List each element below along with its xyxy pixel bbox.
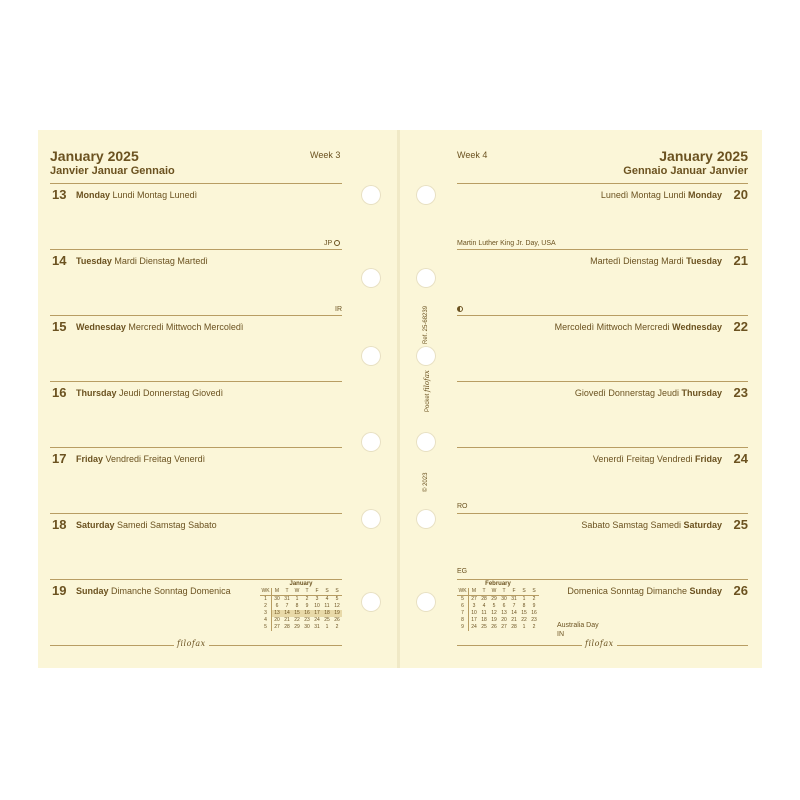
calendar-day-cell: 15	[292, 610, 302, 617]
header-rule	[457, 183, 748, 184]
calendar-day-cell: 7	[512, 603, 516, 609]
calendar-day-cell: 6	[502, 603, 506, 609]
month-translations: Gennaio Januar Janvier	[623, 165, 748, 177]
calendar-day-cell: 4	[325, 596, 329, 602]
size-label: Pocket filofax	[423, 370, 431, 412]
binder-hole	[361, 268, 381, 288]
day-rule	[457, 579, 748, 580]
calendar-header-cell: W	[489, 588, 499, 596]
calendar-week-row	[260, 610, 342, 617]
day-name: Domenica Sonntag Dimanche Sunday	[567, 586, 722, 596]
day-number: 25	[733, 517, 748, 532]
calendar-day-cell: 2	[532, 596, 536, 602]
calendar-day-cell: 8	[522, 603, 526, 609]
day-name: Friday Vendredi Freitag Venerdì	[76, 454, 206, 464]
calendar-day-cell: 30	[304, 624, 310, 630]
left-page	[38, 130, 397, 668]
calendar-day-cell: 18	[322, 610, 332, 617]
calendar-day-cell: 7	[457, 610, 469, 617]
filofax-logo: filofax	[174, 639, 209, 648]
calendar-day-cell: 7	[285, 603, 289, 609]
calendar-day-cell: 23	[304, 617, 310, 623]
day-name: Thursday Jeudi Donnerstag Giovedì	[76, 388, 224, 398]
calendar-day-cell: 22	[294, 617, 300, 623]
page-title: January 2025	[659, 148, 748, 164]
calendar-header-cell: S	[519, 588, 529, 596]
calendar-day-cell: 18	[481, 617, 487, 623]
calendar-day-cell: 16	[531, 610, 537, 616]
calendar-header-cell: T	[479, 588, 489, 596]
binder-hole	[416, 432, 436, 452]
calendar-day-cell: 5	[492, 603, 496, 609]
mini-calendar-february	[457, 581, 539, 631]
week-label: Week 4	[457, 150, 488, 160]
day-name: Giovedì Donnerstag Jeudi Thursday	[574, 388, 722, 398]
calendar-day-cell: 15	[521, 610, 527, 616]
day-number: 19	[52, 583, 67, 598]
calendar-day-cell: 5	[335, 596, 339, 602]
calendar-day-cell: 6	[275, 603, 279, 609]
calendar-header-cell: F	[312, 588, 322, 596]
day-number: 17	[52, 451, 67, 466]
calendar-day-cell: 2	[305, 596, 309, 602]
calendar-day-cell: 12	[334, 603, 340, 609]
calendar-day-cell: 31	[314, 624, 320, 630]
calendar-week-row	[260, 603, 342, 610]
day-name: Sunday Dimanche Sonntag Domenica	[76, 586, 231, 596]
day-name: Tuesday Mardi Dienstag Martedì	[76, 256, 208, 266]
calendar-day-cell: 23	[531, 617, 537, 623]
calendar-day-cell: 31	[284, 596, 290, 602]
page-title: January 2025	[50, 148, 139, 164]
binder-hole	[416, 346, 436, 366]
calendar-day-cell: 14	[511, 610, 517, 616]
calendar-day-cell: 28	[481, 596, 487, 602]
calendar-day-cell: 25	[324, 617, 330, 623]
calendar-day-cell: 29	[294, 624, 300, 630]
calendar-day-cell: 17	[312, 610, 322, 617]
calendar-day-cell: 17	[471, 617, 477, 623]
day-name: Sabato Samstag Samedi Saturday	[581, 520, 722, 530]
calendar-week-row	[457, 617, 539, 624]
half-moon-icon	[457, 306, 463, 312]
calendar-day-cell: 31	[511, 596, 517, 602]
day-name: Saturday Samedi Samstag Sabato	[76, 520, 217, 530]
calendar-week-row	[260, 624, 342, 631]
calendar-day-cell: 20	[501, 617, 507, 623]
day-rule	[50, 249, 342, 250]
country-code-ir: IR	[335, 306, 342, 313]
calendar-day-cell: 21	[284, 617, 290, 623]
day-name: Martedì Dienstag Mardi Tuesday	[590, 256, 722, 266]
binder-hole	[361, 592, 381, 612]
moon-phase	[457, 306, 463, 313]
calendar-day-cell: 3	[315, 596, 319, 602]
day-rule	[50, 315, 342, 316]
binder-hole	[361, 346, 381, 366]
calendar-day-cell: 27	[501, 624, 507, 630]
calendar-day-cell: 19	[491, 617, 497, 623]
binder-hole	[416, 592, 436, 612]
calendar-week-row	[457, 603, 539, 610]
calendar-header-cell: M	[272, 588, 283, 596]
calendar-week-row	[260, 596, 342, 604]
calendar-day-cell: 21	[511, 617, 517, 623]
day-rule	[50, 513, 342, 514]
day-rule	[457, 249, 748, 250]
calendar-week-row	[457, 610, 539, 617]
calendar-day-cell: 16	[302, 610, 312, 617]
calendar-week-row	[457, 624, 539, 631]
calendar-day-cell: 1	[522, 596, 526, 602]
calendar-day-cell: 8	[457, 617, 469, 624]
day-name: Monday Lundi Montag Lunedì	[76, 190, 198, 200]
binder-hole	[416, 509, 436, 529]
calendar-week-row	[457, 596, 539, 604]
calendar-day-cell: 2	[260, 603, 272, 610]
calendar-day-cell: 20	[274, 617, 280, 623]
binder-hole	[416, 185, 436, 205]
calendar-header-cell: S	[332, 588, 342, 596]
calendar-day-cell: 11	[324, 603, 330, 609]
day-number: 23	[733, 385, 748, 400]
day-name: Mercoledì Mittwoch Mercredi Wednesday	[554, 322, 722, 332]
calendar-day-cell: 9	[305, 603, 309, 609]
day-name: Lunedì Montag Lundi Monday	[600, 190, 722, 200]
calendar-day-cell: 26	[491, 624, 497, 630]
copyright-label: © 2023	[423, 472, 429, 492]
day-rule	[50, 579, 342, 580]
calendar-day-cell: 4	[482, 603, 486, 609]
diary-spread	[38, 130, 762, 668]
calendar-header-cell: T	[499, 588, 509, 596]
binder-hole	[361, 509, 381, 529]
calendar-week-row	[260, 617, 342, 624]
country-code-eg: EG	[457, 568, 468, 575]
calendar-header-cell: W	[292, 588, 302, 596]
calendar-day-cell: 13	[501, 610, 507, 616]
day-number: 20	[733, 187, 748, 202]
country-code-ro: RO	[457, 503, 468, 510]
calendar-day-cell: 2	[335, 624, 339, 630]
calendar-day-cell: 28	[511, 624, 517, 630]
calendar-day-cell: 13	[272, 610, 283, 617]
calendar-day-cell: 27	[471, 596, 477, 602]
calendar-day-cell: 1	[325, 624, 329, 630]
calendar-day-cell: 3	[472, 603, 476, 609]
calendar-day-cell: 5	[260, 624, 272, 631]
calendar-day-cell: 4	[260, 617, 272, 624]
day-rule	[50, 447, 342, 448]
calendar-day-cell: 10	[471, 610, 477, 616]
calendar-day-cell: 28	[284, 624, 290, 630]
calendar-day-cell: 10	[314, 603, 320, 609]
binder-hole	[361, 432, 381, 452]
country-code-jp: JP	[324, 240, 340, 247]
mini-calendar-january	[260, 581, 342, 631]
day-name: Venerdì Freitag Vendredi Friday	[592, 454, 722, 464]
calendar-day-cell: 26	[334, 617, 340, 623]
day-number: 13	[52, 187, 67, 202]
ref-label: Ref. 25-68239	[423, 305, 429, 344]
calendar-day-cell: 1	[522, 624, 526, 630]
day-name: Wednesday Mercredi Mittwoch Mercoledì	[76, 322, 244, 332]
calendar-day-cell: 30	[501, 596, 507, 602]
day-rule	[457, 315, 748, 316]
calendar-header-cell: T	[282, 588, 292, 596]
calendar-day-cell: 24	[314, 617, 320, 623]
month-translations: Janvier Januar Gennaio	[50, 165, 175, 177]
day-rule	[457, 447, 748, 448]
day-number: 15	[52, 319, 67, 334]
day-rule	[457, 381, 748, 382]
calendar-header-cell: M	[469, 588, 480, 596]
day-number: 26	[733, 583, 748, 598]
header-rule	[50, 183, 342, 184]
australia-day: Australia Day	[557, 622, 599, 629]
calendar-day-cell: 22	[521, 617, 527, 623]
holiday-usa: Martin Luther King Jr. Day, USA	[457, 240, 556, 247]
calendar-header-cell: T	[302, 588, 312, 596]
calendar-day-cell: 8	[295, 603, 299, 609]
filofax-logo: filofax	[582, 639, 617, 648]
mini-calendar-title: January	[289, 581, 313, 587]
mini-calendar-title: February	[485, 581, 511, 587]
day-rule	[457, 513, 748, 514]
calendar-day-cell: 2	[532, 624, 536, 630]
calendar-day-cell: 3	[260, 610, 272, 617]
day-number: 16	[52, 385, 67, 400]
calendar-day-cell: 9	[457, 624, 469, 631]
calendar-day-cell: 25	[481, 624, 487, 630]
country-code-in: IN	[557, 631, 564, 638]
day-number: 14	[52, 253, 67, 268]
right-page	[400, 130, 762, 668]
calendar-header-cell: S	[322, 588, 332, 596]
calendar-day-cell: 1	[295, 596, 299, 602]
calendar-header-cell: S	[529, 588, 539, 596]
full-moon-icon	[334, 240, 340, 246]
calendar-day-cell: 5	[457, 596, 469, 604]
calendar-day-cell: 6	[457, 603, 469, 610]
calendar-day-cell: 11	[481, 610, 487, 616]
day-number: 18	[52, 517, 67, 532]
week-label: Week 3	[310, 150, 341, 160]
calendar-header-cell: WK	[458, 588, 467, 594]
calendar-day-cell: 1	[260, 596, 272, 604]
calendar-day-cell: 19	[332, 610, 342, 617]
binder-hole	[416, 268, 436, 288]
calendar-day-cell: 24	[471, 624, 477, 630]
day-rule	[50, 381, 342, 382]
day-number: 22	[733, 319, 748, 334]
calendar-header-cell: F	[509, 588, 519, 596]
calendar-day-cell: 9	[532, 603, 536, 609]
calendar-day-cell: 29	[491, 596, 497, 602]
calendar-day-cell: 12	[491, 610, 497, 616]
day-number: 21	[733, 253, 748, 268]
calendar-day-cell: 14	[282, 610, 292, 617]
binder-hole	[361, 185, 381, 205]
calendar-day-cell: 27	[274, 624, 280, 630]
calendar-header-cell: WK	[261, 588, 270, 594]
day-number: 24	[733, 451, 748, 466]
calendar-day-cell: 30	[274, 596, 280, 602]
